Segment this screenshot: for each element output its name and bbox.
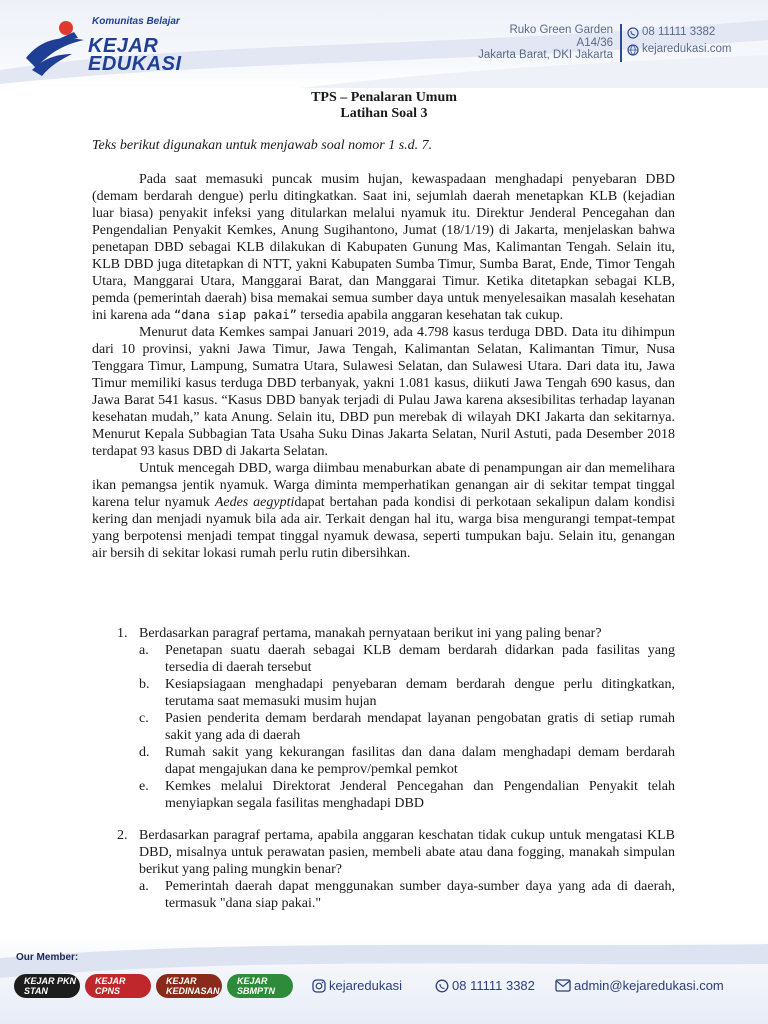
instagram-icon [312,979,326,993]
question-2 [117,827,675,912]
brand-name-line1: KEJAR [88,35,159,57]
answer-options [117,642,675,812]
header-contacts [627,24,731,58]
passage-paragraph-3: Untuk mencegah DBD, warga diimbau menaburkan abate di penampungan air dan memelihara ikan pemangsa jentik nyamuk. Warga diminta memperhatikan genangan air di sekitar tempat tinggal karena telur nyamuk Aedes aegyptidapat bertahan pada kondisi di perkotaan sekalipun dalam kondisi kering dan menjadi nyamuk bila ada air. Terkait dengan hal itu, warga bisa mengurangi tempat-tempat yang berpotensi menjadi tempat tinggal nyamuk dewasa, seperti tumpukan baju. Selain itu, genangan air bersih di sekitar lokasi rumah perlu rutin dibersihkan. [92,461,676,561]
passage-paragraph-2: Menurut data Kemkes sampai Januari 2019, ada 4.798 kasus terduga DBD. Data itu dihimpun dari 10 provinsi, yakni Jawa Timur, Jawa Tengah, Kalimantan Selatan, Kalimantan Timur, Nusa Tenggara Timur, Lampung, Sumatra Utara, Sulawesi Selatan, dan Sulawesi Utara. Dari data itu, Jawa Timur memiliki kasus terduga DBD terbanyak, yakni 1.081 kasus, diikuti Jawa Tengah 690 kasus, dan Jawa Barat 541 kasus. “Kasus DBD banyak terjadi di Pulau Jawa karena aksesibilitas terhadap layanan kesehatan mudah,” kata Anung. Selain itu, DBD pun merebak di wilayah DKI Jakarta dan sekitarnya. Menurut Kepala Subbagian Tata Usaha Suku Dinas Jakarta Selatan, Nuril Astuti, pada Desember 2018 terdapat 93 kasus DBD di Jakarta Selatan. [92,325,675,459]
footer-instagram[interactable]: kejaredukasi [312,978,402,993]
question-text: Berdasarkan paragraf pertama, apabila anggaran keschatan tidak cukup untuk mengatasi KLB DBD, misalnya untuk perawatan pasien, membeli abate atau dana fogging, manakah simpulan berikut yang paling mungkin benar? [139,828,675,877]
globe-icon [627,44,639,56]
document-title: TPS – Penalaran Umum [311,90,457,105]
answer-option-e[interactable]: e. Kemkes melalui Direktorat Jenderal Pencegahan dan Pengendalian Penyakit telah menyiapkan segala fasilitas menghadapi DBD [139,779,675,811]
brand-name-line2: EDUKASI [88,53,182,75]
logo-figure-icon [22,18,90,76]
address-line: Ruko Green Garden [509,24,613,36]
member-badge-kedinasan[interactable]: KEJAR KEDINASAN [156,974,222,998]
answer-option-c[interactable]: c. Pasien penderita demam berdarah mendapat layanan pengobatan gratis di setiap rumah sakit yang ada di daerah [139,711,675,743]
member-badge-sbmptn[interactable]: KEJAR SBMPTN [227,974,293,998]
brand-logo [22,16,182,76]
address-block [478,24,613,62]
whatsapp-icon [627,27,639,39]
document-subtitle: Latihan Soal 3 [340,106,428,121]
quoted-term: “dana siap pakai” [174,308,297,322]
question-1 [117,625,675,812]
member-badge-cpns[interactable]: KEJAR CPNS [85,974,151,998]
header-phone[interactable]: 08 11111 3382 [642,26,716,38]
question-number: 2. [117,828,128,843]
brand-tagline: Komunitas Belajar [92,16,180,27]
header-divider [620,24,622,62]
question-text: Berdasarkan paragraf pertama, manakah pernyataan berikut ini yang paling benar? [139,626,602,641]
page-header [0,0,768,88]
answer-option-b[interactable]: b. Kesiapsiagaan menghadapi penyebaran demam berdarah dengue perlu ditingkatkan, terutama saat memasuki musim hujan [139,677,675,709]
address-line: A14/36 [576,36,613,49]
reading-instruction: Teks berikut digunakan untuk menjawab soal nomor 1 s.d. 7. [92,138,433,153]
whatsapp-icon [435,979,449,993]
answer-options [117,878,675,912]
members-label: Our Member: [16,952,79,963]
footer-phone[interactable]: 08 11111 3382 [435,978,535,993]
header-website-link[interactable]: kejaredukasi.com [642,43,732,55]
mail-icon [555,979,571,992]
answer-option-d[interactable]: d. Rumah sakit yang kekurangan fasilitas dan dana dalam menghadapi demam berdarah dapat mengajukan dana ke pemprov/pemkal pemkot [139,745,675,777]
answer-option-a[interactable]: a. Penetapan suatu daerah sebagai KLB demam berdarah didarkan pada fasilitas yang tersedia di daerah tersebut [139,643,675,675]
member-badge-pkn-stan[interactable]: KEJAR PKN STAN [14,974,80,998]
question-number: 1. [117,626,128,641]
passage-paragraph-1: Pada saat memasuki puncak musim hujan, kewaspadaan menghadapi penyebaran DBD (demam berdarah dengue) perlu ditingkatkan. Saat ini, sejumlah daerah menetapkan KLB (kejadian luar biasa) penyakit infeksi yang ditularkan melalui nyamuk itu. Direktur Jenderal Pencegahan dan Pengendalian Penyakit Kemkes, Anung Sugihantono, Jumat (18/1/19) di Jakarta, menjelaskan bahwa penetapan DBD sebagai KLB dilakukan di Kabupaten Gunung Mas, Kalimantan Tengah. Selain itu, KLB DBD juga ditetapkan di NTT, yakni Kabupaten Sumba Timur, Sumba Barat, Ende, Timor Tengah Utara, Manggarai Utara, Manggarai Barat, dan Manggarai Timur. Ketika ditetapkan sebagai KLB, pemda (pemerintah daerah) bisa memakai semua sumber daya untuk menyelesaikan masalah kesehatan ini karena ada “dana siap pakai” tersedia apabila anggaran kesehatan tak cukup. [92,172,675,323]
reading-passage [92,171,675,562]
address-line: Jakarta Barat, DKI Jakarta [478,49,613,61]
species-name: Aedes aegypti [214,495,295,510]
answer-option-a[interactable]: a. Pemerintah daerah dapat menggunakan sumber daya-sumber daya yang ada di daerah, termasuk "dana siap pakai." [139,879,675,911]
footer-email[interactable]: admin@kejaredukasi.com [555,978,724,993]
